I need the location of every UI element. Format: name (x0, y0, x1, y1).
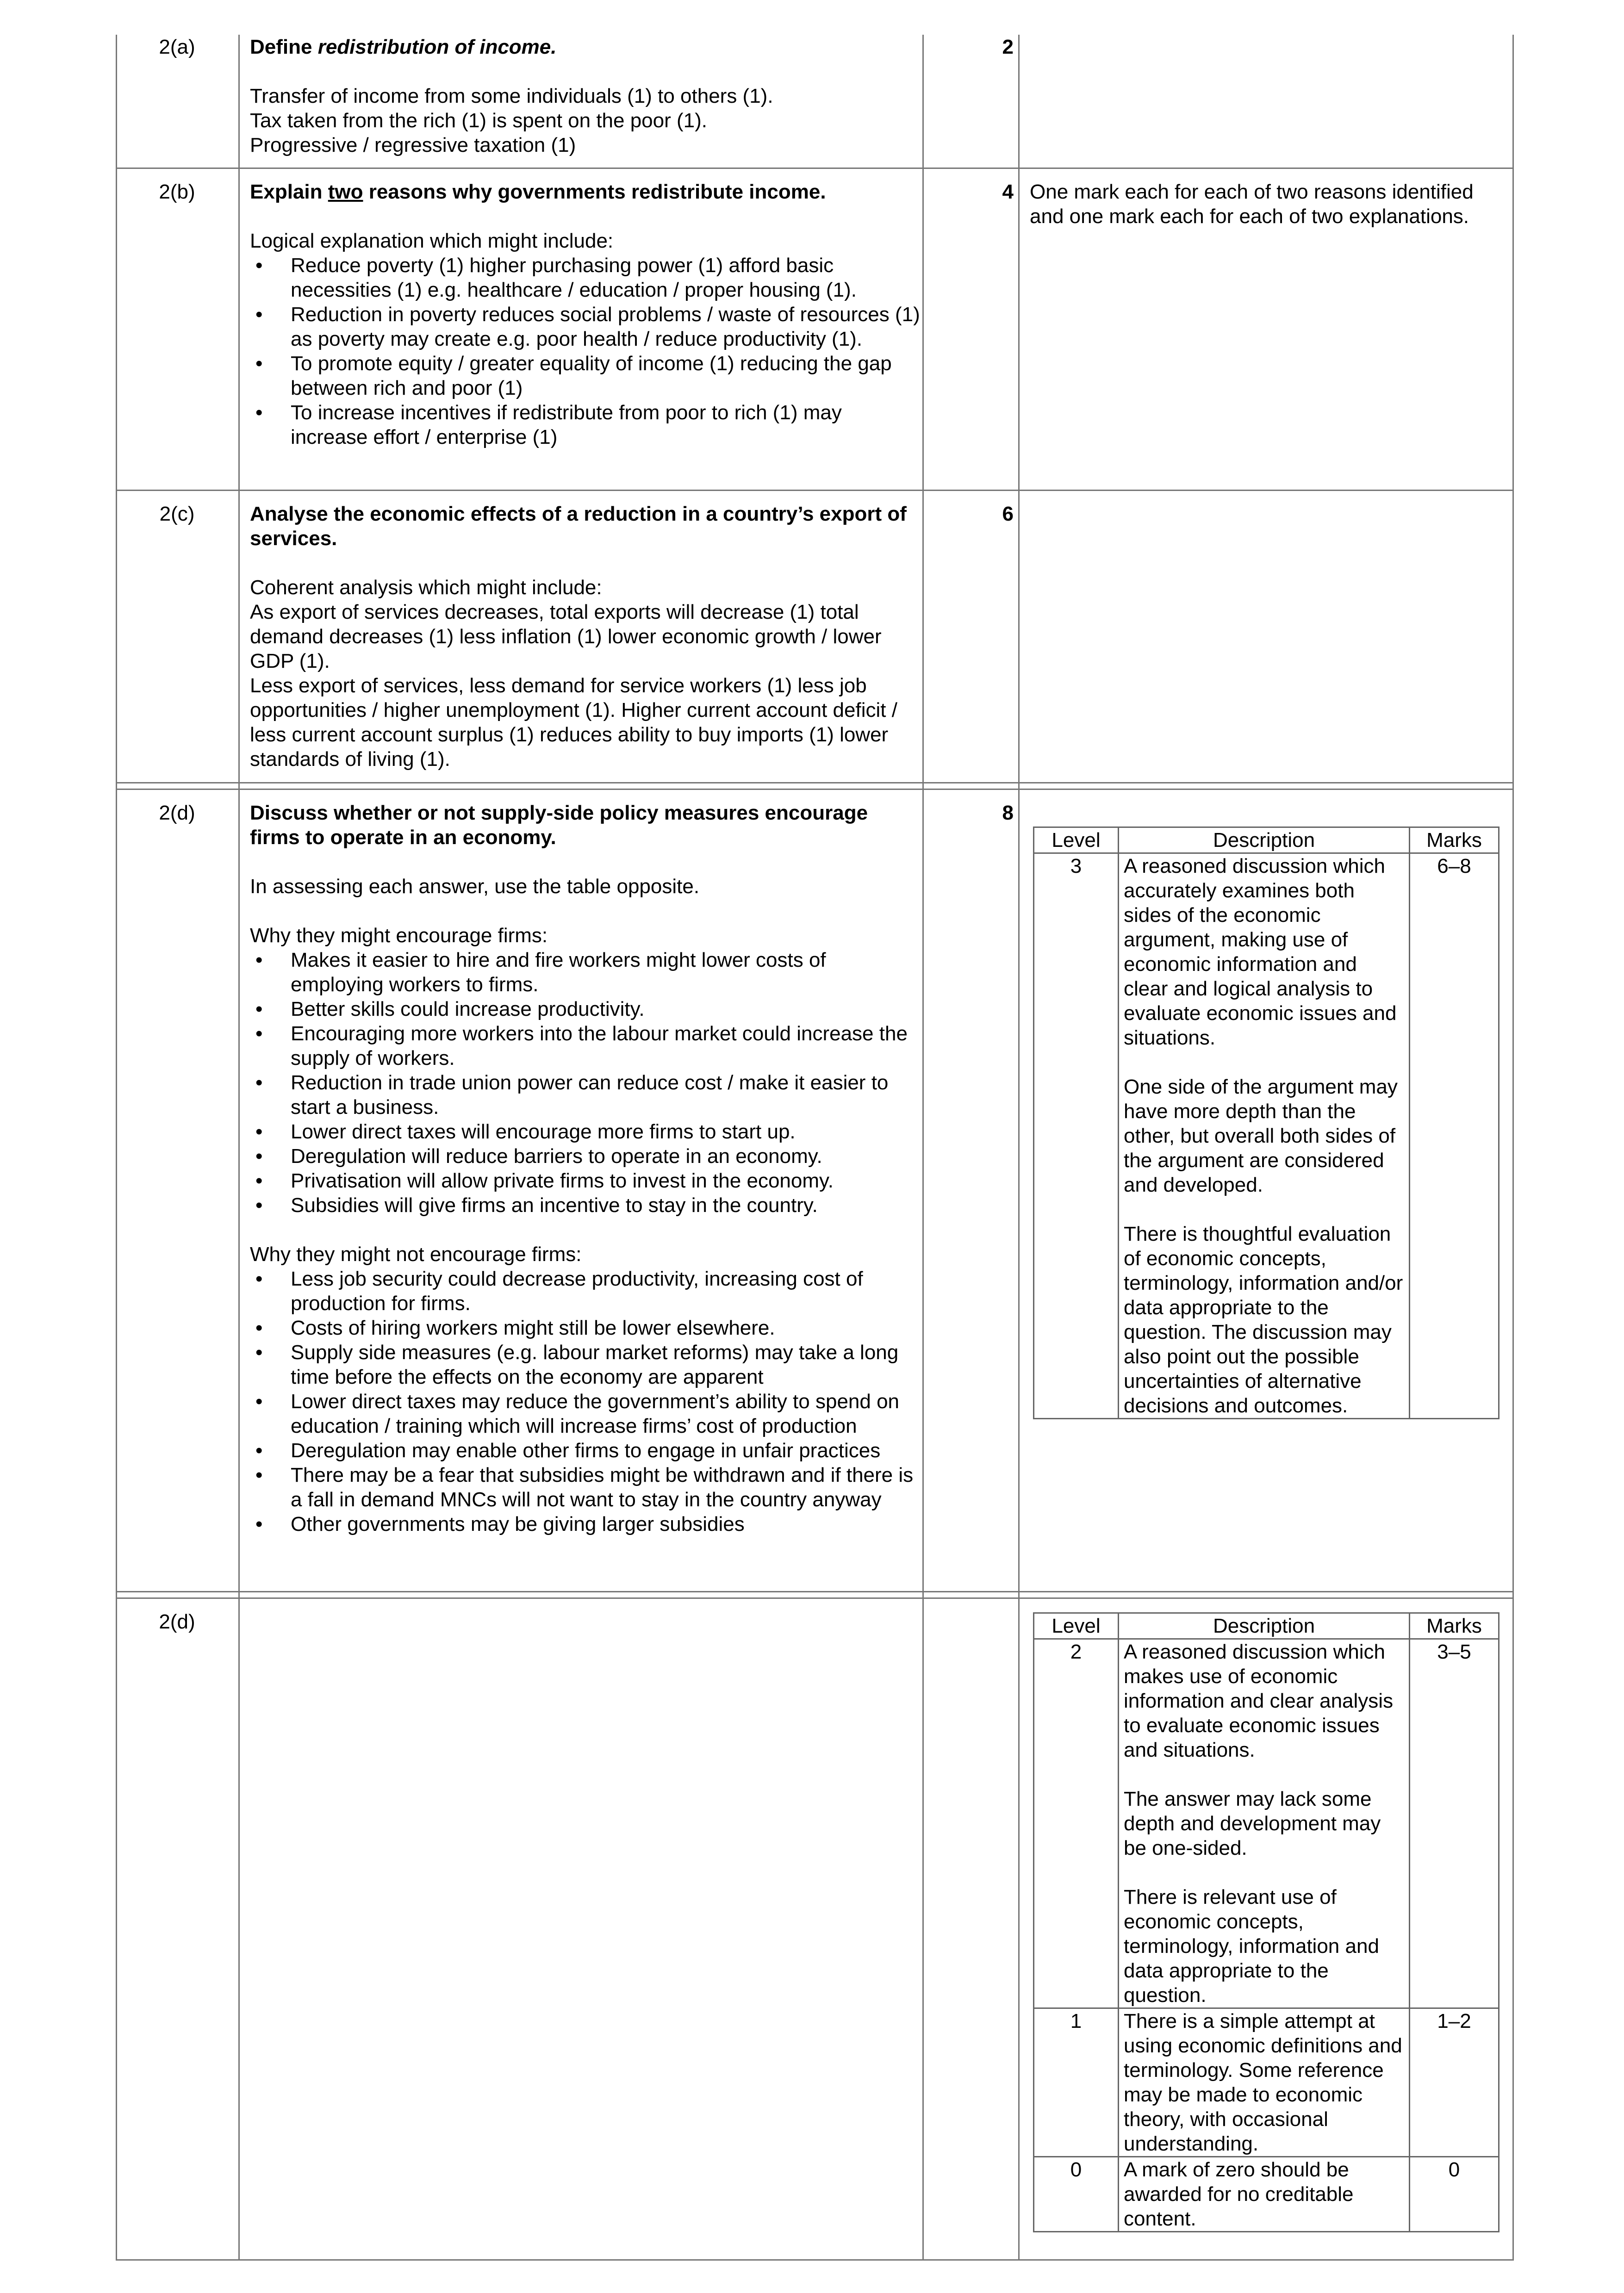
description-header: Description (1119, 1613, 1410, 1639)
guidance-text: One mark each for each of two reasons identified and one mark each for each of two explanations. (1030, 180, 1474, 228)
list-item: • Makes it easier to hire and fire workers might lower costs of employing workers to firms. (250, 948, 921, 997)
question-prefix: Define (250, 36, 318, 58)
row-divider (116, 1591, 1514, 1592)
level-marks: 6–8 (1410, 853, 1499, 1419)
list-item: • Supply side measures (e.g. labour market reforms) may take a long time before the effects on the economy are apparent (250, 1340, 921, 1389)
description-paragraph: A mark of zero should be awarded for no creditable content. (1124, 2158, 1354, 2230)
answer-list (250, 1267, 921, 1536)
question-suffix: reasons why governments redistribute income. (363, 180, 826, 203)
list-item: • To increase incentives if redistribute from poor to rich (1) may increase effort / enterprise (1) (250, 400, 921, 449)
level-marks: 3–5 (1410, 1639, 1499, 2008)
answer-cell (250, 801, 921, 1536)
table-row (1034, 2157, 1499, 2232)
description-paragraph: One side of the argument may have more depth than the other, but overall both sides of the argument are considered and developed. (1124, 1075, 1398, 1196)
list-item: • There may be a fear that subsidies might be withdrawn and if there is a fall in demand MNCs will not want to stay in the country anyway (250, 1463, 921, 1512)
column-divider-2 (922, 35, 924, 2261)
description-paragraph: A reasoned discussion which makes use of economic information and clear analysis to evaluate economic issues and situations. (1124, 1641, 1394, 1761)
description-paragraph: There is relevant use of economic concepts, terminology, information and data appropriate to the question. (1124, 1886, 1379, 2007)
answer-paragraph: As export of services decreases, total exports will decrease (1) total demand decreases (1) less inflation (1) lower economic growth / lower GDP (1). (250, 601, 882, 672)
list-item: • To promote equity / greater equality of income (1) reducing the gap between rich and poor (1) (250, 351, 921, 400)
table-border-right (1512, 35, 1514, 2261)
level-header: Level (1034, 827, 1119, 853)
row-divider (116, 789, 1514, 790)
description-paragraph: There is a simple attempt at using economic definitions and terminology. Some reference may be made to economic theory, with occasional understanding. (1124, 2010, 1402, 2155)
question-text (250, 35, 921, 59)
answer-intro: Logical explanation which might include: (250, 230, 614, 252)
list-item: • Lower direct taxes may reduce the government’s ability to spend on education / training which will increase firms’ cost of production (250, 1389, 921, 1438)
level-table-header (1034, 827, 1499, 853)
question-text (250, 180, 921, 204)
list-item: • Subsidies will give firms an incentive to stay in the country. (250, 1193, 921, 1218)
answer-cell (250, 180, 921, 449)
answer-line: Tax taken from the rich (1) is spent on the poor (1). (250, 109, 708, 132)
question-number: 2(b) (159, 180, 195, 203)
level-table-header (1034, 1613, 1499, 1639)
list-item: • Lower direct taxes will encourage more firms to start up. (250, 1119, 921, 1144)
question-text: Discuss whether or not supply-side policy measures encourage firms to operate in an economy. (250, 802, 868, 849)
level-table (1033, 826, 1500, 1419)
answer-paragraph: Less export of services, less demand for service workers (1) less job opportunities / higher unemployment (1). Higher current account deficit / less current account surplus (1) reduces ability to buy imports (1) lower standards of living (1). (250, 674, 897, 771)
list-item: • Encouraging more workers into the labour market could increase the supply of workers. (250, 1021, 921, 1070)
level-header: Level (1034, 1613, 1119, 1639)
question-prefix: Explain (250, 180, 328, 203)
list-item: • Reduce poverty (1) higher purchasing power (1) afford basic necessities (1) e.g. healthcare / education / proper housing (1). (250, 253, 921, 302)
list-item: • Privatisation will allow private firms to invest in the economy. (250, 1168, 921, 1193)
description-header: Description (1119, 827, 1410, 853)
answer-intro: Coherent analysis which might include: (250, 576, 602, 599)
list-item: • Reduction in poverty reduces social problems / waste of resources (1) as poverty may create e.g. poor health / reduce productivity (1). (250, 302, 921, 351)
marks-value: 2 (1002, 36, 1014, 58)
list-heading: Why they might encourage firms: (250, 924, 548, 947)
level-description (1119, 2008, 1410, 2157)
list-item: • Costs of hiring workers might still be lower elsewhere. (250, 1316, 921, 1340)
level-table (1033, 1612, 1500, 2232)
description-paragraph: The answer may lack some depth and development may be one-sided. (1124, 1788, 1381, 1859)
list-item: • Reduction in trade union power can reduce cost / make it easier to start a business. (250, 1070, 921, 1119)
question-number: 2(c) (159, 503, 195, 525)
assessment-note: In assessing each answer, use the table opposite. (250, 875, 700, 898)
level-marks: 1–2 (1410, 2008, 1499, 2157)
answer-line: Progressive / regressive taxation (1) (250, 134, 576, 156)
level-number: 3 (1034, 853, 1119, 1419)
table-row (1034, 1639, 1499, 2008)
list-item: • Other governments may be giving larger subsidies (250, 1512, 921, 1536)
table-row (1034, 853, 1499, 1419)
question-emphasis: two (328, 180, 363, 203)
list-item: • Better skills could increase productivity. (250, 997, 921, 1021)
level-number: 1 (1034, 2008, 1119, 2157)
level-marks: 0 (1410, 2157, 1499, 2232)
marks-value: 6 (1002, 503, 1014, 525)
question-number: 2(a) (159, 36, 195, 58)
column-divider-1 (238, 35, 240, 2261)
answer-cell (250, 502, 921, 771)
table-border-left (116, 35, 117, 2261)
description-paragraph: There is thoughtful evaluation of economic concepts, terminology, information and/or data appropriate to the question. The discussion may also point out the possible uncertainties of alternative decisions and outcomes. (1124, 1223, 1403, 1417)
list-item: • Deregulation will reduce barriers to operate in an economy. (250, 1144, 921, 1168)
list-item: • Deregulation may enable other firms to engage in unfair practices (250, 1438, 921, 1463)
row-divider (116, 1597, 1514, 1599)
column-divider-3 (1018, 35, 1020, 2261)
question-number: 2(d) (159, 802, 195, 824)
marks-header: Marks (1410, 827, 1499, 853)
question-term: redistribution of income. (317, 36, 557, 58)
question-number: 2(d) (159, 1610, 195, 1633)
level-number: 2 (1034, 1639, 1119, 2008)
answer-cell (250, 35, 921, 157)
list-item: • Less job security could decrease productivity, increasing cost of production for firms. (250, 1267, 921, 1316)
row-divider (116, 168, 1514, 169)
question-text: Analyse the economic effects of a reduction in a country’s export of services. (250, 503, 907, 550)
marks-value: 8 (1002, 802, 1014, 824)
row-divider (116, 782, 1514, 783)
description-paragraph: A reasoned discussion which accurately examines both sides of the economic argument, making use of economic information and clear and logical analysis to evaluate economic issues and situations. (1124, 855, 1397, 1049)
marks-value: 4 (1002, 180, 1014, 203)
table-row (1034, 2008, 1499, 2157)
answer-line: Transfer of income from some individuals (1) to others (1). (250, 85, 773, 107)
level-description (1119, 853, 1410, 1419)
marks-header: Marks (1410, 1613, 1499, 1639)
level-description (1119, 2157, 1410, 2232)
level-description (1119, 1639, 1410, 2008)
answer-list (250, 253, 921, 449)
list-heading: Why they might not encourage firms: (250, 1243, 582, 1266)
level-number: 0 (1034, 2157, 1119, 2232)
table-border-bottom (116, 2259, 1514, 2261)
row-divider (116, 490, 1514, 491)
answer-list (250, 948, 921, 1218)
